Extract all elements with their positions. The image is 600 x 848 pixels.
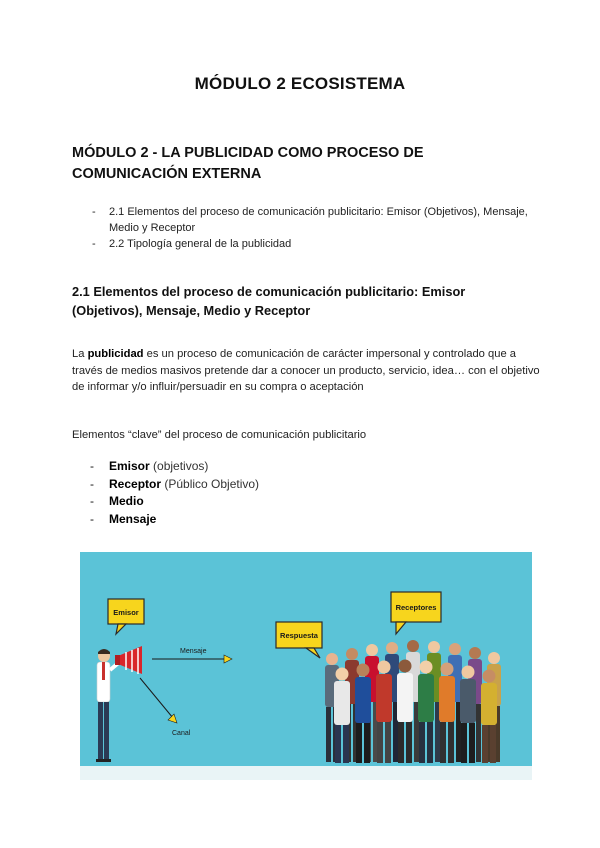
emisor-label: Emisor — [113, 608, 139, 617]
elements-list — [90, 458, 259, 528]
person — [376, 661, 392, 764]
element-term: Medio — [109, 494, 144, 508]
respuesta-label: Respuesta — [280, 631, 318, 640]
receptores-label: Receptores — [395, 603, 437, 612]
elements-intro: Elementos “clave” del proceso de comunicación publicitario — [72, 429, 367, 441]
list-item — [90, 476, 259, 494]
speaker-person — [96, 649, 122, 762]
person — [355, 664, 371, 764]
definition-paragraph — [72, 346, 542, 396]
person — [460, 666, 476, 764]
respuesta-bubble — [276, 622, 322, 658]
paragraph-keyword: publicidad — [87, 348, 144, 360]
person — [334, 668, 350, 764]
canal-label: Canal — [172, 730, 191, 737]
toc-item: - 2.1 Elementos del proceso de comunicación publicitario: Emisor (Objetivos), Mensaje, Medio y Receptor — [92, 204, 542, 236]
emisor-bubble — [108, 599, 144, 634]
ground-strip — [80, 766, 532, 780]
element-detail: (Público Objetivo) — [161, 476, 260, 491]
canal-arrow — [140, 678, 191, 737]
mensaje-arrow — [152, 648, 232, 663]
megaphone-icon — [115, 646, 142, 674]
paragraph-prefix: La — [72, 348, 88, 360]
person — [439, 663, 455, 764]
element-term: Emisor — [109, 459, 150, 473]
communication-process-illustration — [80, 552, 532, 780]
list-item — [90, 458, 259, 476]
module-title: MÓDULO 2 - LA PUBLICIDAD COMO PROCESO DE COMUNICACIÓN EXTERNA — [72, 145, 424, 182]
list-item — [90, 511, 259, 529]
page-title: MÓDULO 2 ECOSISTEMA — [194, 74, 406, 93]
receptores-bubble — [391, 592, 441, 634]
table-of-contents — [92, 204, 542, 252]
section-title: 2.1 Elementos del proceso de comunicación publicitario: Emisor (Objetivos), Mensaje, Medio y Receptor — [72, 284, 466, 318]
element-term: Mensaje — [109, 511, 157, 526]
toc-item: - 2.2 Tipología general de la publicidad — [92, 236, 542, 252]
element-term: Receptor — [109, 476, 162, 491]
illustration-canvas — [80, 552, 532, 780]
mensaje-label: Mensaje — [180, 648, 207, 655]
element-detail: (objetivos) — [149, 459, 209, 473]
person — [418, 661, 434, 764]
person — [397, 660, 413, 764]
list-item — [90, 493, 259, 511]
paragraph-body: es un proceso de comunicación de carácter impersonal y controlado que a través de medios masivos pretende dar a conocer un producto, servicio, idea… con el objetivo de informar y/o influir/persuadir en su compra o aceptación — [72, 348, 540, 393]
receivers-crowd — [325, 640, 501, 763]
